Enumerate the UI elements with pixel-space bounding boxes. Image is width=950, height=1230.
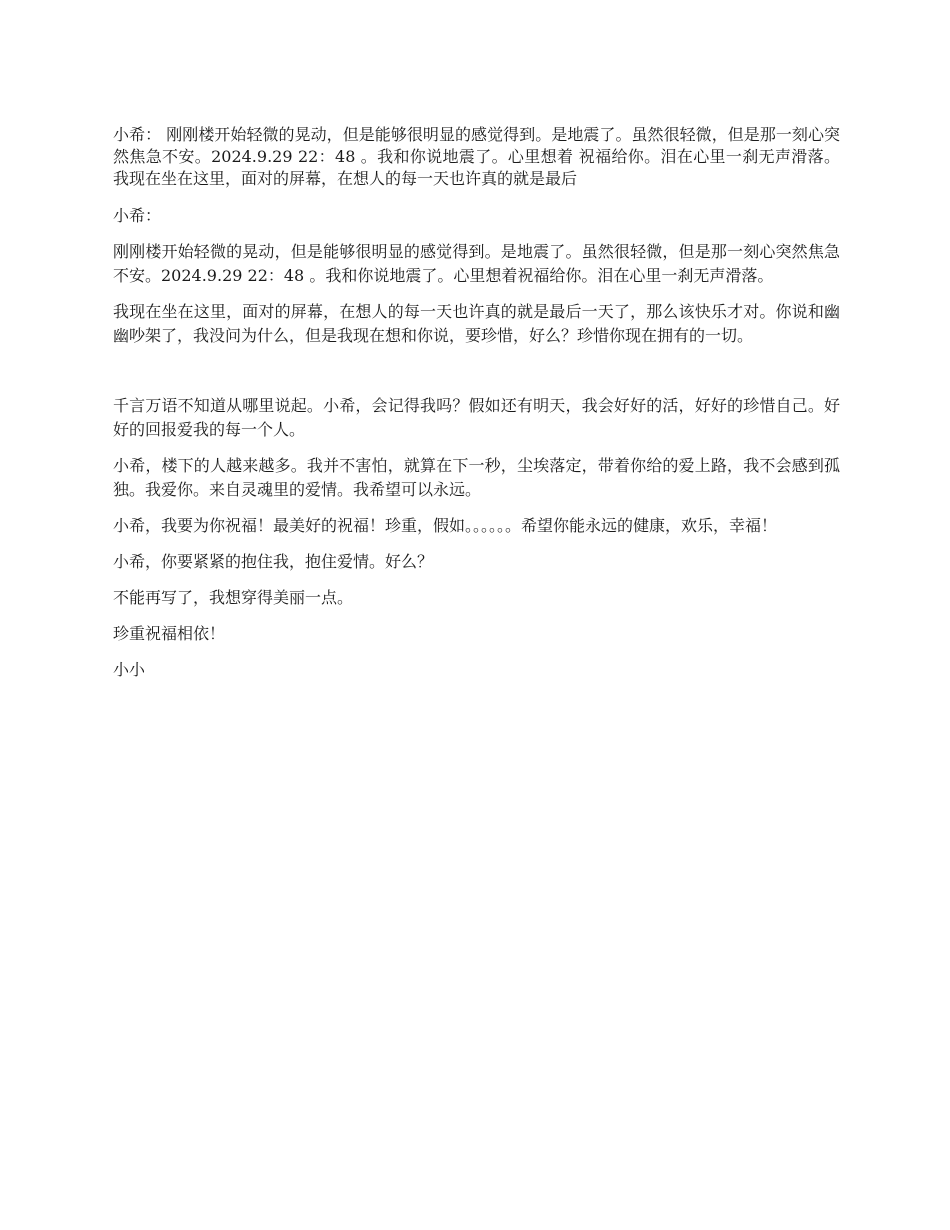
- section-gap: [113, 360, 840, 394]
- body-paragraph: 刚刚楼开始轻微的晃动，但是能够很明显的感觉得到。是地震了。虽然很轻微，但是那一刻心突然焦急不安。2024.9.29 22：48 。我和你说地震了。心里想着祝福给你。泪在心里一刹无声滑落。: [113, 242, 840, 285]
- signature: 小小: [113, 660, 146, 679]
- body-paragraph: 小希，你要紧紧的抱住我，抱住爱情。好么？: [113, 552, 434, 571]
- body-paragraph: 小希，楼下的人越来越多。我并不害怕，就算在下一秒，尘埃落定，带着你给的爱上路，我不会感到孤独。我爱你。来自灵魂里的爱情。我希望可以永远。: [113, 456, 840, 499]
- body-paragraph: 小希，我要为你祝福！最美好的祝福！珍重，假如。。。。。。希望你能永远的健康，欢乐，幸福！: [113, 516, 778, 535]
- salutation: 小希：: [113, 206, 162, 225]
- body-paragraph: 我现在坐在这里，面对的屏幕，在想人的每一天也许真的就是最后一天了，那么该快乐才对。你说和幽幽吵架了，我没问为什么，但是我现在想和你说，要珍惜，好么？珍惜你现在拥有的一切。: [113, 302, 840, 345]
- body-paragraph: 不能再写了，我想穿得美丽一点。: [113, 588, 354, 607]
- body-paragraph: 千言万语不知道从哪里说起。小希，会记得我吗？假如还有明天，我会好好的活，好好的珍惜自己。好好的回报爱我的每一个人。: [113, 396, 840, 439]
- closing-line: 珍重祝福相依！: [113, 624, 226, 643]
- document-body: [113, 124, 840, 694]
- summary-paragraph: 小希： 刚刚楼开始轻微的晃动，但是能够很明显的感觉得到。是地震了。虽然很轻微，但是那一刻心突然焦急不安。2024.9.29 22：48 。我和你说地震了。心里想着 祝福给你。泪在心里一刹无声滑落。 我现在坐在这里，面对的屏幕，在想人的每一天也许真的就是最后: [113, 125, 840, 188]
